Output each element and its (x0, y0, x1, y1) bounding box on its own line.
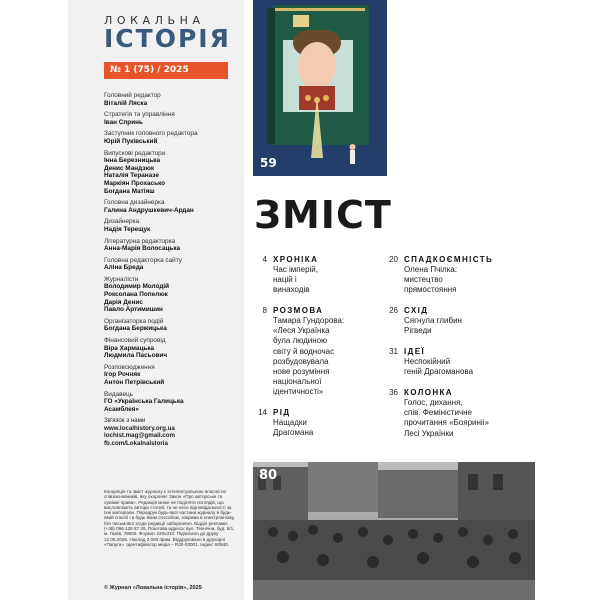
staff-name: Дарія Денис (104, 298, 143, 306)
photo-page-number: 80 (259, 468, 278, 483)
toc-description-line: мистецтво (404, 275, 443, 285)
toc-entry-family[interactable] (251, 408, 376, 448)
toc-description-line: прочитання «Бояриніі» (404, 418, 489, 428)
toc-page-number: 36 (389, 388, 398, 397)
toc-page-number: 4 (262, 255, 267, 264)
toc-section: СПАДКОЄМНІСТЬ (404, 255, 494, 264)
staff-name: Анна-Марія Волосацька (104, 245, 181, 253)
staff-group (104, 150, 239, 196)
staff-name: Юрій Пуківський (104, 137, 158, 145)
staff-role: Розповсюдження (104, 363, 155, 371)
staff-name: Віра Хармацька (104, 344, 155, 352)
logo-main-text: ІСТОРІЯ (104, 24, 231, 53)
crowd-photo-illustration (253, 462, 535, 600)
toc-description-line: Тамара Гундорова: (273, 316, 345, 325)
toc-entry-east[interactable] (382, 306, 532, 346)
toc-entry-legacy[interactable] (382, 255, 532, 305)
staff-group (104, 391, 239, 414)
staff-role: Головна редакторка сайту (104, 256, 182, 264)
staff-list (104, 92, 239, 447)
staff-name: Павло Артимишин (104, 306, 163, 314)
staff-name: Інна Березницька (104, 157, 161, 165)
staff-name: Іван Спринь (104, 118, 143, 126)
toc-description (273, 265, 318, 296)
staff-group (104, 257, 239, 272)
toc-page-number: 20 (389, 255, 398, 264)
toc-description-line: була людиною (273, 336, 328, 346)
toc-description (404, 398, 489, 439)
magazine-logo (104, 14, 242, 52)
contact-link[interactable]: fb.com/Lokalnalstoria (104, 439, 168, 447)
toc-description-line: Драгомана (273, 428, 314, 438)
logo-top-text: ЛОКАЛЬНА (104, 14, 205, 27)
masthead-column (68, 0, 244, 600)
toc-description (404, 316, 462, 336)
staff-name: Аліна Бреда (104, 264, 144, 272)
toc-description (404, 357, 473, 377)
staff-name: Антон Петрівський (104, 379, 165, 386)
toc-page-number: 31 (389, 347, 398, 356)
toc-section: СХІД (404, 306, 429, 315)
toc-description-line: національної (273, 377, 322, 387)
toc-section: ІДЕЇ (404, 347, 426, 356)
toc-page-number: 8 (262, 306, 267, 315)
staff-role: Літературна редакторка (104, 237, 176, 245)
toc-description-line: Лесі Українки (404, 428, 454, 438)
staff-name: Володимир Молодій (104, 283, 170, 291)
toc-description-line: нове розуміння (273, 367, 330, 377)
staff-role: Головна дизайнерка (104, 199, 165, 207)
staff-name: Надія Терещук (104, 225, 151, 233)
contacts-heading: Зв'язок з нами (104, 417, 146, 425)
toc-description-line: винаходів (273, 285, 310, 295)
copyright: © Журнал «Локальна історія», 2025 (104, 585, 202, 591)
staff-name: Денис Мандзюк (104, 164, 155, 172)
book-illustration (253, 0, 387, 176)
toc-entry-interview[interactable] (251, 306, 381, 406)
staff-name: Роксолана Попелюк (104, 291, 168, 299)
staff-role: Організаторка подій (104, 317, 164, 325)
staff-role: Видавець (104, 390, 133, 398)
toc-description (273, 316, 344, 398)
staff-name: Галина Андрушкевич-Ардан (104, 206, 194, 214)
staff-name: Ігор Рочняк (104, 371, 141, 379)
staff-role: Фінансовий супровід (104, 337, 166, 345)
toc-description-line: Олена Пчілка: (404, 265, 458, 274)
contact-link[interactable]: lochist.mag@gmail.com (104, 432, 176, 440)
toc-page-number: 14 (258, 408, 267, 417)
toc-section: РІД (273, 408, 291, 417)
toc-description-line: розбудовувала (273, 356, 329, 366)
contact-link[interactable]: www.localhistory.org.ua (104, 424, 175, 432)
staff-name: Людмила Пасьович (104, 352, 168, 360)
staff-role: Заступник головного редактора (104, 130, 198, 138)
staff-group (104, 276, 239, 314)
staff-name: Наталія Тераназе (104, 172, 159, 180)
toc-description-line: прямостояння (404, 285, 457, 295)
toc-description-line: Час імперій, (273, 265, 318, 274)
toc-entry-ideas[interactable] (382, 347, 532, 387)
staff-group (104, 218, 239, 233)
staff-role: Головний редактор (104, 92, 161, 99)
toc-description-line: ідентичності» (273, 387, 324, 397)
toc-description-line: Неспокійний (404, 357, 451, 366)
toc-section: РОЗМОВА (273, 306, 324, 315)
toc-page-number: 26 (389, 306, 398, 315)
toc-section: КОЛОНКА (404, 388, 453, 397)
issue-badge: № 1 (75) / 2025 (104, 62, 228, 79)
toc-description-line: спів. Феміністичне (404, 408, 472, 418)
staff-name: Віталій Ляска (104, 99, 148, 107)
toc-title: ЗМІСТ (254, 193, 392, 237)
toc-description-line: Голос, дихання, (404, 398, 463, 407)
toc-description (273, 418, 313, 438)
staff-group (104, 364, 239, 387)
staff-role: Випускові редактори (104, 149, 166, 157)
toc-description (404, 265, 493, 296)
legal-notice: Концепція та зміст журналу є інтелектуальною власністю співзасновників, яку охороняє Закон «Про авторське та суміжні права». Редакція може не поділяти поглядів, що висловлюють автори статей, та не несе відповідальності за їхні матеріали. Передрук будь-якої частини журналу в будь-який спосіб і в будь-яким способом, зокрема в електронному, без письмової згоди редакції заборонено. Відділ реклами: (+38) 096 126 87 26. Поштова адреса: вул. Технічна, буд. 6/1, м. Львів, 79000. Формат 220х310. Підписано до друку 12.05.2025. Наклад 3 000 прим. Віддруковано в друкарні «Папуга». Ідентифікатор медіа – R30-03001. Індекс 60940. (104, 489, 235, 547)
staff-name: Богдана Матіяш (104, 187, 155, 195)
staff-name: Богдана Бержицька (104, 325, 167, 333)
staff-group (104, 318, 239, 333)
book-cover-illustration (253, 0, 387, 176)
staff-group (104, 111, 239, 126)
staff-group (104, 337, 239, 360)
staff-group (104, 92, 239, 107)
toc-description-line: «Леся Українка (273, 326, 330, 336)
hero-page-number: 59 (260, 156, 277, 170)
toc-section: ХРОНІКА (273, 255, 319, 264)
toc-description-line: світу й водночас (273, 346, 335, 356)
staff-name: ГО «Українська Галицька (104, 398, 184, 406)
staff-name: Маркіян Прохасько (104, 179, 166, 187)
staff-group (104, 238, 239, 253)
staff-role: Стратегія та управління (104, 111, 175, 119)
toc-description-line: геній Драгоманова (404, 367, 474, 377)
toc-description-line: Нащадки (273, 418, 307, 427)
staff-group (104, 199, 239, 214)
staff-role: Журналісти (104, 275, 139, 283)
contacts-block (104, 417, 239, 447)
toc-description-line: Рігведи (404, 326, 432, 336)
staff-group (104, 130, 239, 145)
toc-description-line: Сягнула глибин (404, 316, 462, 325)
toc-entry-column[interactable] (382, 388, 532, 448)
historical-photo (253, 462, 535, 600)
toc-entry-chronicle[interactable] (251, 255, 376, 305)
toc-description-line: націй і (273, 275, 297, 285)
staff-role: Дизайнерка (104, 218, 140, 226)
staff-name: Асамблея» (104, 405, 139, 413)
